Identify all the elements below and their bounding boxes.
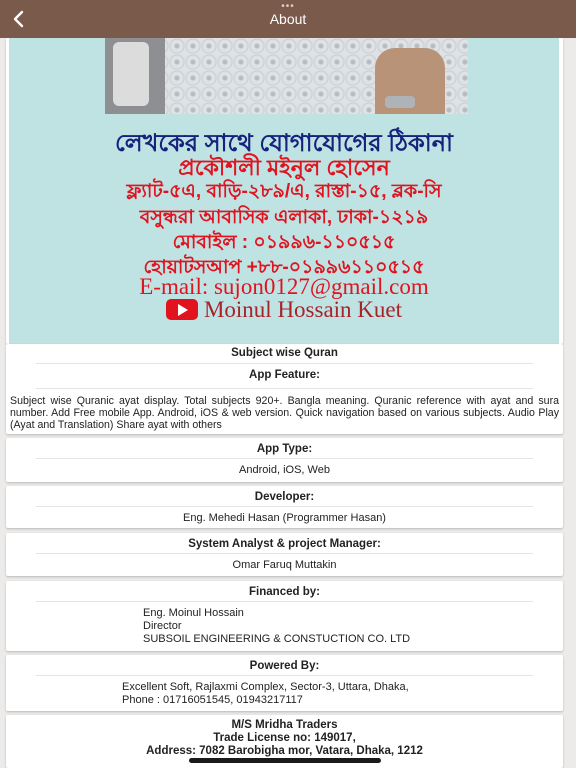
powered-card [6, 655, 563, 711]
financer-name: Eng. Moinul Hossain [143, 607, 244, 619]
powered-address: Excellent Soft, Rajlaxmi Complex, Sector-3, Uttara, Dhaka, [122, 681, 409, 693]
app-type-card [6, 438, 563, 482]
home-indicator[interactable] [189, 758, 381, 763]
app-name: Subject wise Quran [231, 347, 338, 359]
traders-license: Trade License no: 149017, [213, 732, 356, 744]
nav-bar [0, 0, 576, 38]
developer-title: Developer: [254, 491, 315, 503]
analyst-card [6, 533, 563, 576]
multitask-dots[interactable]: ••• [281, 1, 295, 12]
banner-address-line2: বসুন্ধরা আবাসিক এলাকা, ঢাকা-১২১৯ [139, 207, 429, 228]
developer-card [6, 486, 563, 528]
financed-title: Financed by: [249, 586, 320, 598]
banner-youtube [9, 297, 559, 323]
traders-name: M/S Mridha Traders [231, 719, 338, 731]
youtube-channel-name: Moinul Hossain Kuet [203, 297, 403, 322]
analyst-title: System Analyst & project Manager: [188, 538, 381, 550]
financed-card [6, 581, 563, 651]
banner-author-name: প্রকৌশলী মইনুল হোসেন [178, 155, 390, 180]
app-feature-text: Subject wise Quranic ayat display. Total subjects 920+. Bangla meaning. Quranic reference with ayat and sura number. Add Free mobile App. Android, iOS & web version. Quick navigation based on various subjects. Audio Play (Ayat and Translation) Share ayat with others [10, 395, 559, 431]
contact-banner-image [9, 38, 559, 344]
analyst-value: Omar Faruq Muttakin [232, 559, 337, 571]
app-type-title: App Type: [256, 443, 313, 455]
youtube-icon [166, 299, 198, 320]
contact-banner-card [6, 38, 563, 344]
banner-contact-heading: লেখকের সাথে যোগাযোগের ঠিকানা [115, 130, 453, 157]
powered-title: Powered By: [249, 660, 320, 672]
banner-address-line1: ফ্ল্যাট-৫এ, বাড়ি-২৮৯/এ, রাস্তা-১৫, ব্লক-সি [126, 181, 442, 202]
about-content[interactable] [0, 38, 576, 768]
app-type-value: Android, iOS, Web [239, 464, 330, 476]
banner-email: E-mail: sujon0127@gmail.com [139, 274, 429, 299]
traders-address: Address: 7082 Barobigha mor, Vatara, Dhaka, 1212 [146, 745, 423, 757]
powered-phone: Phone : 01716051545, 01943217117 [122, 694, 303, 706]
page-title: About [269, 11, 307, 27]
developer-value: Eng. Mehedi Hasan (Programmer Hasan) [183, 512, 386, 524]
banner-mobile: মোবাইল : ০১৯৯৬-১১০৫১৫ [172, 232, 396, 253]
financer-company: SUBSOIL ENGINEERING & CONSTUCTION CO. LTD [143, 633, 411, 645]
banner-whatsapp: হোয়াটসআপ +৮৮-০১৯৯৬১১০৫১৫ [143, 257, 425, 278]
app-feature-title: App Feature: [249, 369, 320, 381]
app-info-card [6, 344, 563, 434]
financer-role: Director [143, 620, 182, 632]
author-photo [105, 38, 468, 114]
